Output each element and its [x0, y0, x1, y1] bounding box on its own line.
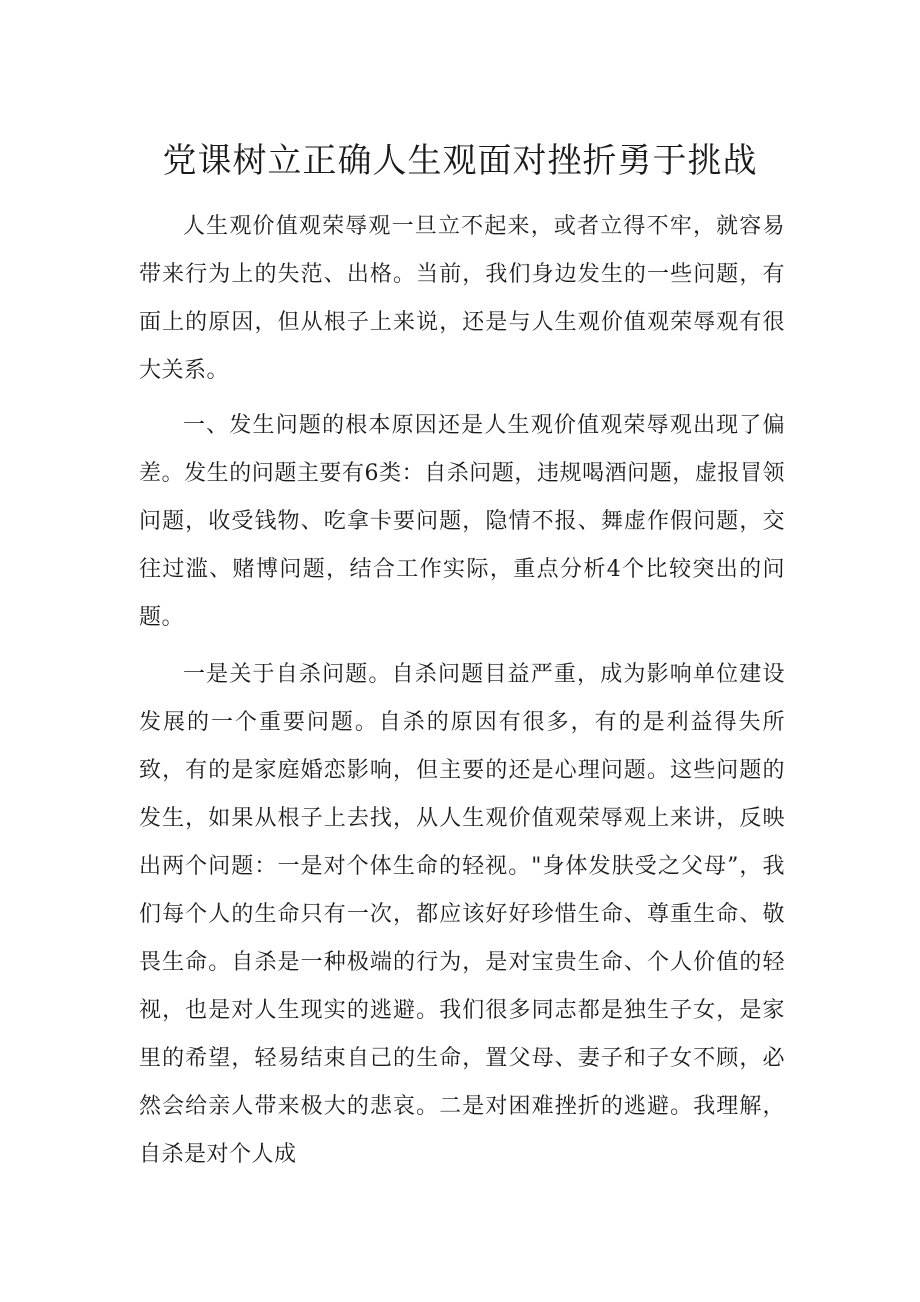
paragraph-suicide-issue: 一是关于自杀问题。自杀问题目益严重，成为影响单位建设发展的一个重要问题。自杀的原因有很多，有的是利益得失所致，有的是家庭婚恋影响，但主要的还是心理问题。这些问题的发生，如果从根子上去找，从人生观价值观荣辱观上来讲，反映出两个问题：一是对个体生命的轻视。"身体发肤受之父母”，我们每个人的生命只有一次，都应该好好珍惜生命、尊重生命、敬畏生命。自杀是一种极端的行为，是对宝贵生命、个人价值的轻视，也是对人生现实的逃避。我们很多同志都是独生子女，是家里的希望，轻易结束自己的生命，置父母、妻子和子女不顾，必然会给亲人带来极大的悲哀。二是对困难挫折的逃避。我理解，自杀是对个人成: [139, 662, 785, 1167]
document-title: 党课树立正确人生观面对挫折勇于挑战: [162, 141, 758, 181]
paragraph-intro: 人生观价值观荣辱观一旦立不起来，或者立得不牢，就容易带来行为上的失范、出格。当前，我们身边发生的一些问题，有面上的原因，但从根子上来说，还是与人生观价值观荣辱观有很大关系。: [139, 214, 785, 383]
paragraph-section-one: 一、发生问题的根本原因还是人生观价值观荣辱观出现了偏差。发生的问题主要有6类：自杀问题，违规喝酒问题，虚报冒领问题，收受钱物、吃拿卡要问题，隐情不报、舞虚作假问题，交往过滥、赌博问题，结合工作实际，重点分析4个比较突出的问题。: [139, 413, 785, 630]
